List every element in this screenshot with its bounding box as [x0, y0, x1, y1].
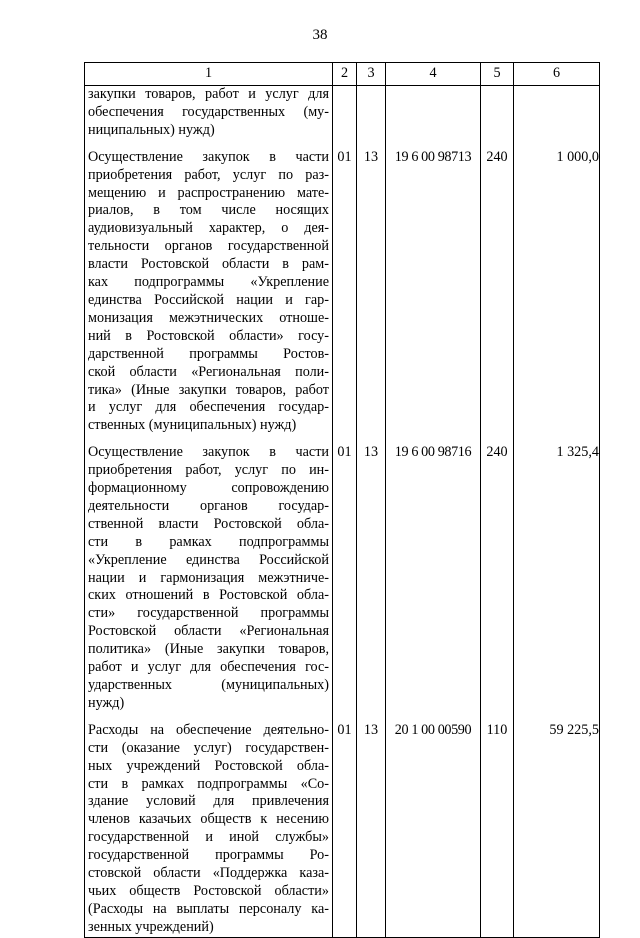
description-line: чьих обществ Ростовской области» — [88, 882, 329, 899]
table-header-row — [85, 63, 600, 86]
description-line: ударственных (муниципальных) — [88, 677, 329, 693]
row-spacer — [85, 713, 600, 722]
spacer-cell — [386, 435, 481, 444]
expense-type-cell: 110 — [481, 722, 514, 937]
description-line: ках подпрограммы «Укрепление — [88, 274, 329, 291]
table-row — [85, 444, 600, 713]
description-line: дарственной программы Ростов- — [88, 345, 329, 362]
section-code-cell: 01 — [333, 444, 357, 713]
description-line: мещению и распространению мате- — [88, 184, 329, 201]
spacer-cell — [514, 140, 600, 149]
amount-cell — [514, 86, 600, 140]
description-line: формационному сопровождению — [88, 480, 329, 497]
section-code-cell: 01 — [333, 722, 357, 937]
description-line: ниципальных) нужд) — [88, 121, 215, 138]
description-line: государственной и иной службы» — [88, 829, 329, 846]
budget-table — [84, 62, 600, 938]
description-line: ственной власти Ростовской обла- — [88, 515, 329, 532]
amount-cell: 59 225,5 — [514, 722, 600, 937]
row-spacer — [85, 140, 600, 149]
description-cell — [85, 444, 333, 713]
description-line: приобретения работ, услуг по ин- — [88, 462, 329, 479]
description-line: (Расходы на выплаты персоналу ка- — [88, 900, 329, 917]
spacer-cell — [85, 713, 333, 722]
header-cell: 6 — [514, 63, 600, 86]
description-line: сти» государственной программы — [88, 605, 329, 622]
subsection-code-cell — [357, 86, 386, 140]
description-cell — [85, 86, 333, 140]
page-number: 38 — [312, 27, 328, 43]
spacer-cell — [357, 713, 386, 722]
description-line: государственной программы Ро- — [88, 847, 329, 864]
spacer-cell — [333, 713, 357, 722]
description-line: аудиовизуальный характер, о дея- — [88, 220, 329, 237]
description-line: нации и гармонизация межэтниче- — [88, 569, 329, 586]
description-line: ственных (муниципальных) нужд) — [88, 417, 297, 434]
spacer-cell — [333, 435, 357, 444]
description-line: сти (оказание услуг) государствен- — [88, 739, 329, 756]
header-cell: 1 — [85, 63, 333, 86]
description-line: сти в рамках подпрограммы «Со- — [88, 775, 329, 792]
section-code-cell: 01 — [333, 149, 357, 436]
description-line: «Укрепление единства Российской — [88, 551, 329, 568]
expense-type-cell: 240 — [481, 149, 514, 436]
description-line: деятельности органов государ- — [88, 497, 329, 514]
amount-cell: 1 000,0 — [514, 149, 600, 436]
target-article-cell: 19 6 00 98713 — [386, 149, 481, 436]
expense-type-cell — [481, 86, 514, 140]
description-line: ний в Ростовской области» госу- — [88, 327, 329, 344]
table-body — [85, 86, 600, 938]
target-article-cell: 20 1 00 00590 — [386, 722, 481, 937]
subsection-code-cell: 13 — [357, 722, 386, 937]
description-line: нужд) — [88, 694, 125, 711]
description-line: Осуществление закупок в части — [88, 148, 329, 165]
header-cell: 3 — [357, 63, 386, 86]
spacer-cell — [514, 713, 600, 722]
description-line: ных учреждений Ростовской обла- — [88, 757, 329, 774]
target-article-cell: 19 6 00 98716 — [386, 444, 481, 713]
expense-type-cell: 240 — [481, 444, 514, 713]
description-line: обеспечения государственных (му- — [88, 103, 329, 120]
description-line: членов казачьих обществ к несению — [88, 811, 329, 828]
description-line: зенных учреждений) — [88, 918, 214, 935]
table-row — [85, 149, 600, 436]
spacer-cell — [514, 435, 600, 444]
description-cell — [85, 149, 333, 436]
description-line: работ и услуг для обеспечения гос- — [88, 659, 329, 676]
spacer-cell — [386, 140, 481, 149]
description-line: сти в рамках подпрограммы — [88, 533, 329, 550]
row-spacer — [85, 435, 600, 444]
spacer-cell — [481, 713, 514, 722]
amount-cell: 1 325,4 — [514, 444, 600, 713]
description-line: приобретения работ, услуг по раз- — [88, 166, 329, 183]
description-line: ской области «Региональная поли- — [88, 363, 329, 380]
description-line: тика» (Иные закупки товаров, работ — [88, 381, 329, 398]
spacer-cell — [85, 140, 333, 149]
subsection-code-cell: 13 — [357, 149, 386, 436]
spacer-cell — [357, 435, 386, 444]
description-line: закупки товаров, работ и услуг для — [88, 86, 329, 102]
section-code-cell — [333, 86, 357, 140]
target-article-cell — [386, 86, 481, 140]
spacer-cell — [386, 713, 481, 722]
description-line: стовской области «Поддержка каза- — [88, 865, 329, 882]
description-line: единства Российской нации и гар- — [88, 291, 329, 308]
description-line: политика» (Иные закупки товаров, — [88, 641, 329, 658]
description-line: монизация межэтнических отноше- — [88, 309, 329, 326]
description-line: ских отношений в Ростовской обла- — [88, 587, 329, 604]
description-line: тельности органов государственной — [88, 238, 329, 255]
description-line: Ростовской области «Региональная — [88, 623, 329, 640]
spacer-cell — [85, 435, 333, 444]
description-line: риалов, в том числе носящих — [88, 202, 329, 219]
description-line: здание условий для привлечения — [88, 793, 329, 810]
table-row — [85, 86, 600, 140]
spacer-cell — [357, 140, 386, 149]
description-line: и услуг для обеспечения государ- — [88, 399, 329, 416]
spacer-cell — [481, 140, 514, 149]
spacer-cell — [481, 435, 514, 444]
header-cell: 5 — [481, 63, 514, 86]
subsection-code-cell: 13 — [357, 444, 386, 713]
description-line: Осуществление закупок в части — [88, 444, 329, 461]
header-cell: 4 — [386, 63, 481, 86]
header-cell: 2 — [333, 63, 357, 86]
spacer-cell — [333, 140, 357, 149]
description-line: Расходы на обеспечение деятельно- — [88, 721, 329, 738]
description-line: власти Ростовской области в рам- — [88, 256, 329, 273]
